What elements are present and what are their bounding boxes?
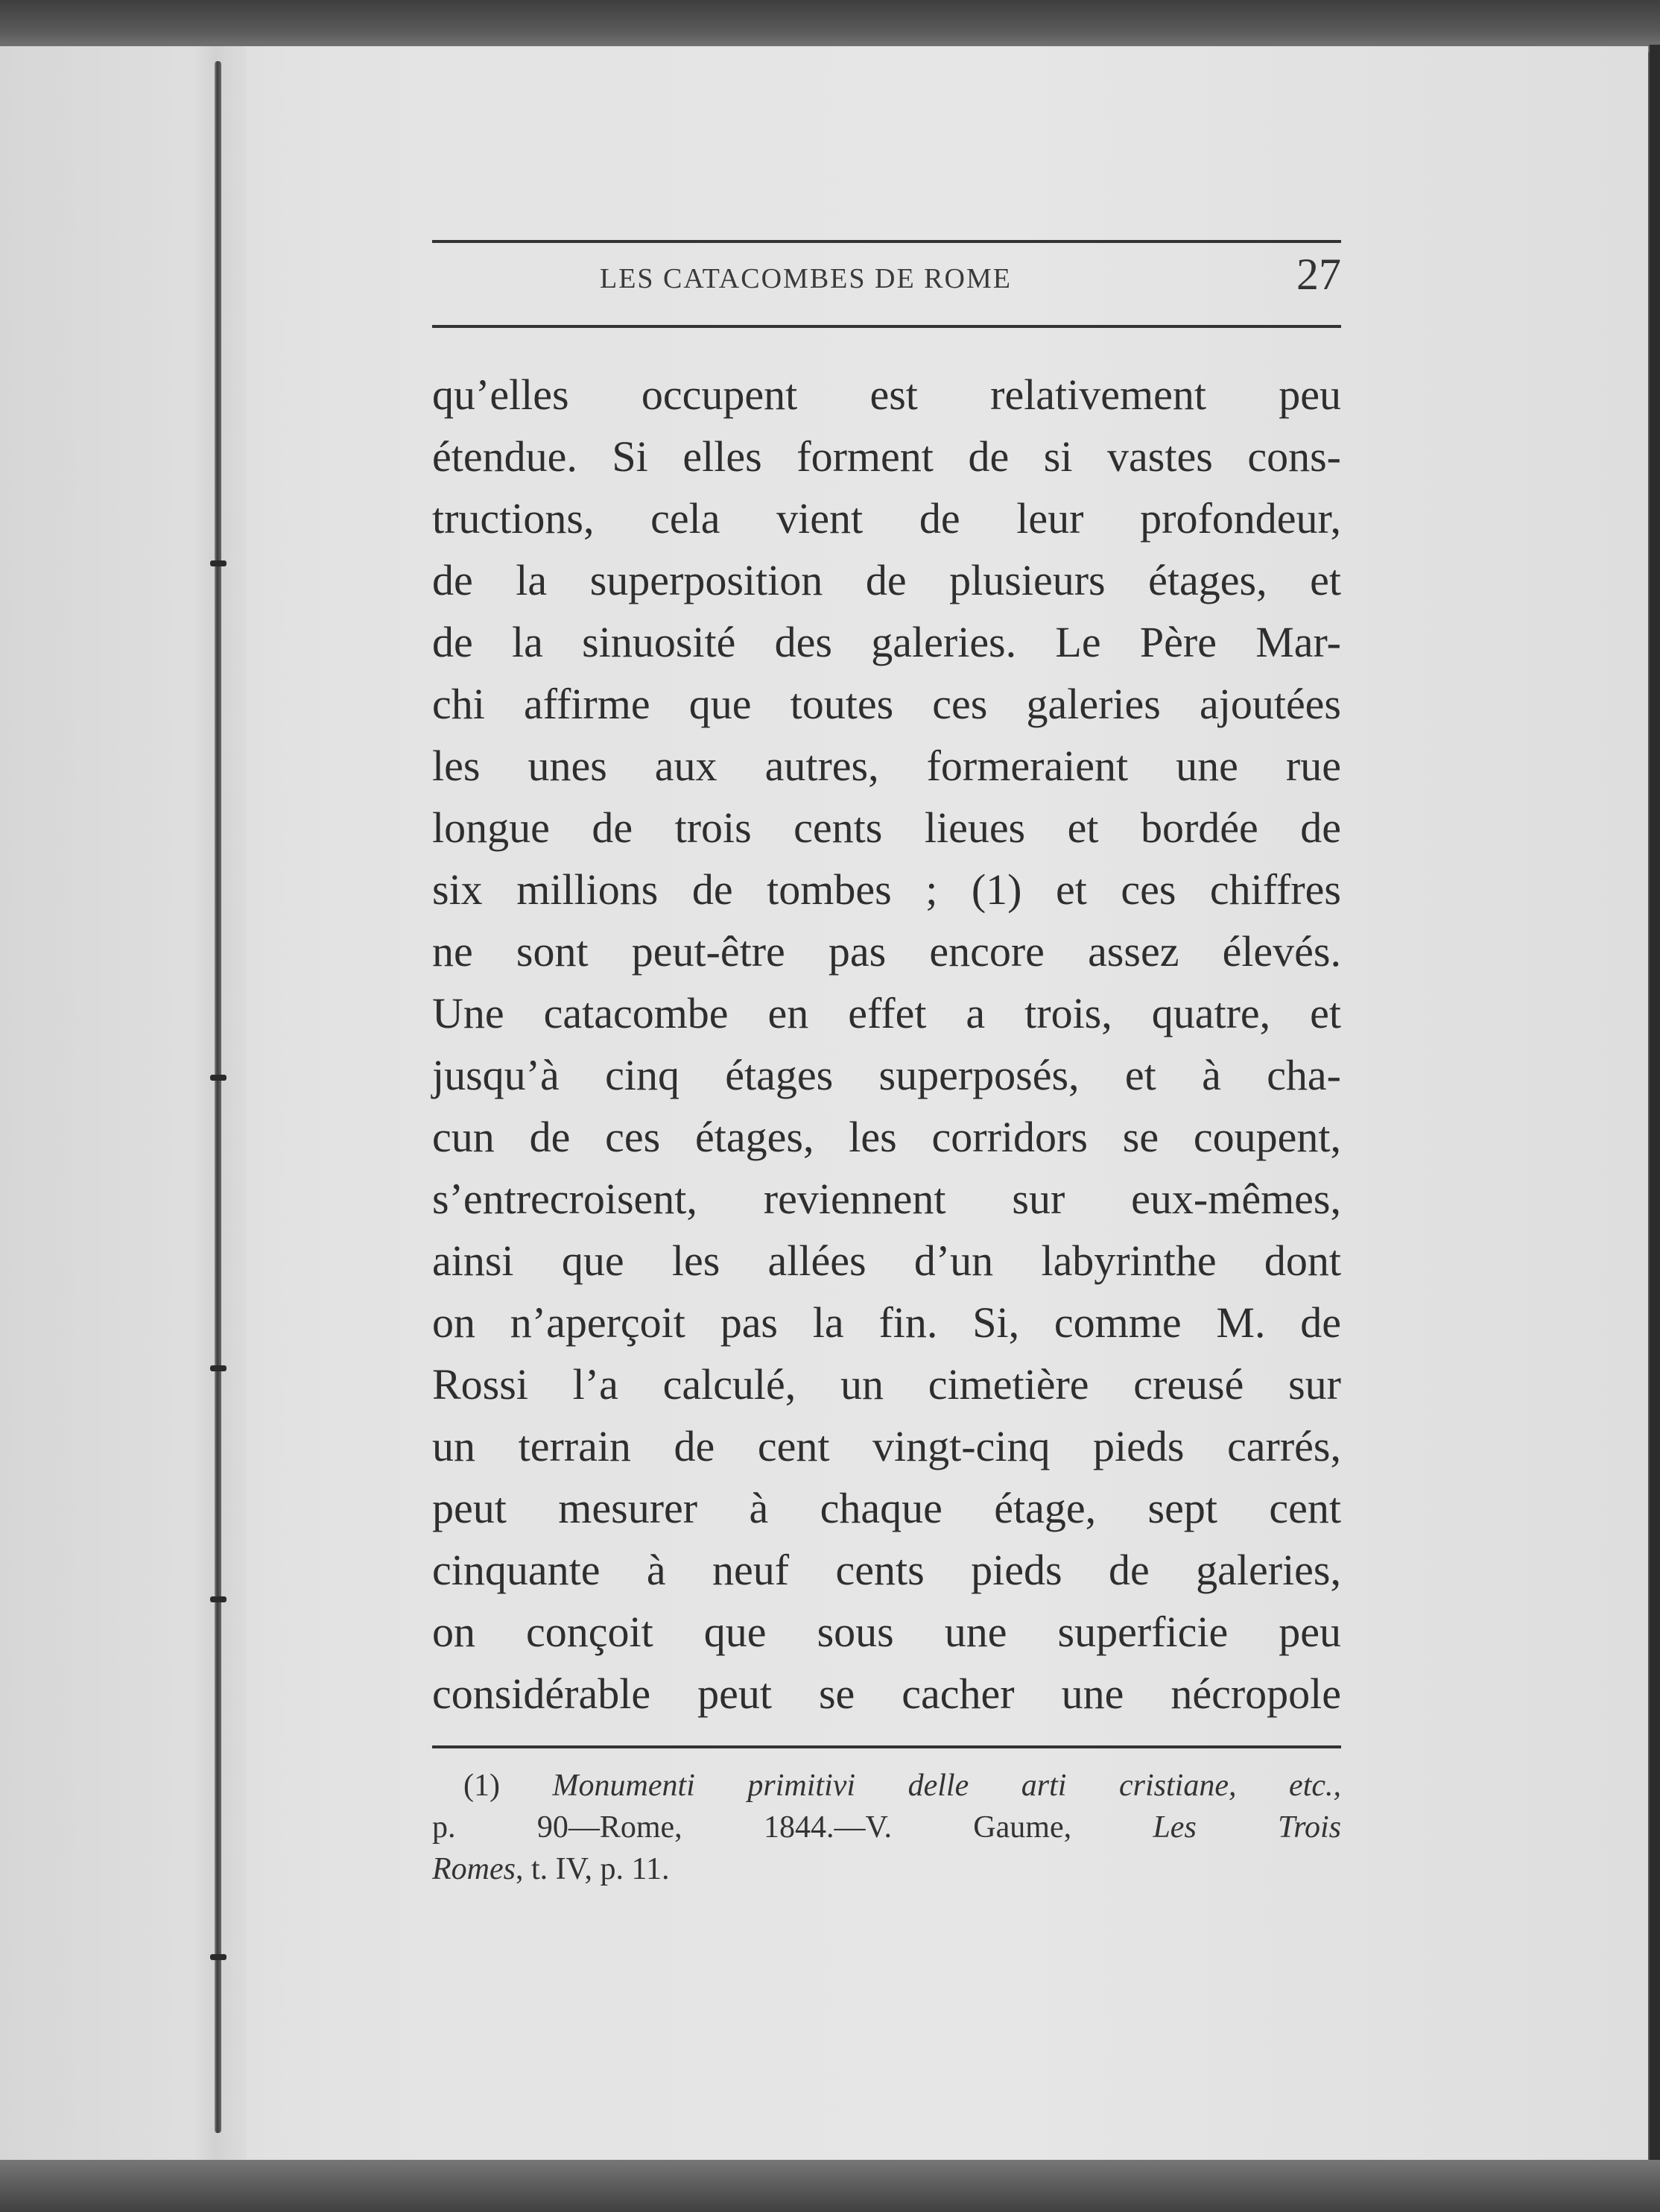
footnote-title: Monumenti primitivi delle arti cristiane, etc., [552,1769,1342,1803]
running-head [432,243,1341,325]
body-line: de la sinuosité des galeries. Le Père Mar- [432,618,1341,666]
footnote-line [432,1765,1341,1807]
body-line: tructions, cela vient de leur profondeur, [432,494,1341,543]
body-line: cinquante à neuf cents pieds de galeries, [432,1546,1341,1594]
scan-right-edge [1650,45,1660,2169]
body-line: cun de ces étages, les corridors se coupent, [432,1113,1341,1161]
page-text-block [432,240,1341,1890]
body-line: qu’elles occupent est relativement peu [432,370,1341,419]
scan-bottom-edge [0,2160,1660,2212]
binding-gutter [194,46,246,2163]
binding-fold [215,61,221,2133]
body-line: longue de trois cents lieues et bordée de [432,803,1341,852]
body-line: on conçoit que sous une superficie peu [432,1608,1341,1656]
body-line: peut mesurer à chaque étage, sept cent [432,1484,1341,1532]
body-line: de la superposition de plusieurs étages, et [432,556,1341,604]
body-paragraph [432,364,1341,1725]
body-line: ainsi que les allées d’un labyrinthe dont [432,1236,1341,1285]
footnote-volume-page: , t. IV, p. 11. [515,1852,670,1886]
body-line: Une catacombe en effet a trois, quatre, et [432,989,1341,1037]
binding-stitch [210,1596,226,1602]
body-line: on n’aperçoit pas la fin. Si, comme M. de [432,1298,1341,1347]
body-line: s’entrecroisent, reviennent sur eux-mêmes, [432,1175,1341,1223]
body-line: jusqu’à cinq étages superposés, et à cha- [432,1051,1341,1099]
body-line: considérable peut se cacher une nécropole [432,1669,1341,1718]
page-number: 27 [1296,250,1341,299]
footnote-book-title: Les Trois [1153,1810,1341,1845]
body-line: Rossi l’a calculé, un cimetière creusé sur [432,1360,1341,1409]
binding-stitch [210,1365,226,1371]
footnote-marker: (1) [463,1769,500,1803]
binding-stitch [210,1954,226,1960]
footnote [432,1765,1341,1890]
body-line: les unes aux autres, formeraient une rue [432,742,1341,790]
footnote-rule [432,1745,1341,1748]
footnote-citation: p. 90—Rome, 1844.—V. Gaume, [432,1810,1072,1845]
body-line: six millions de tombes ; (1) et ces chiffres [432,865,1341,914]
footnote-book-title-cont: Romes [432,1852,516,1886]
body-line: chi affirme que toutes ces galeries ajoutées [432,680,1341,728]
running-title: LES CATACOMBES DE ROME [600,263,1012,294]
body-line: ne sont peut-être pas encore assez élevés. [432,927,1341,976]
footnote-line [432,1848,1341,1890]
footnote-line [432,1807,1341,1848]
paper-sheet [0,46,1648,2163]
header-bottom-rule [432,325,1341,328]
body-line: un terrain de cent vingt-cinq pieds carrés, [432,1422,1341,1470]
body-line: étendue. Si elles forment de si vastes cons- [432,432,1341,481]
binding-stitch [210,560,226,566]
scan-top-edge [0,0,1660,52]
binding-stitch [210,1075,226,1081]
